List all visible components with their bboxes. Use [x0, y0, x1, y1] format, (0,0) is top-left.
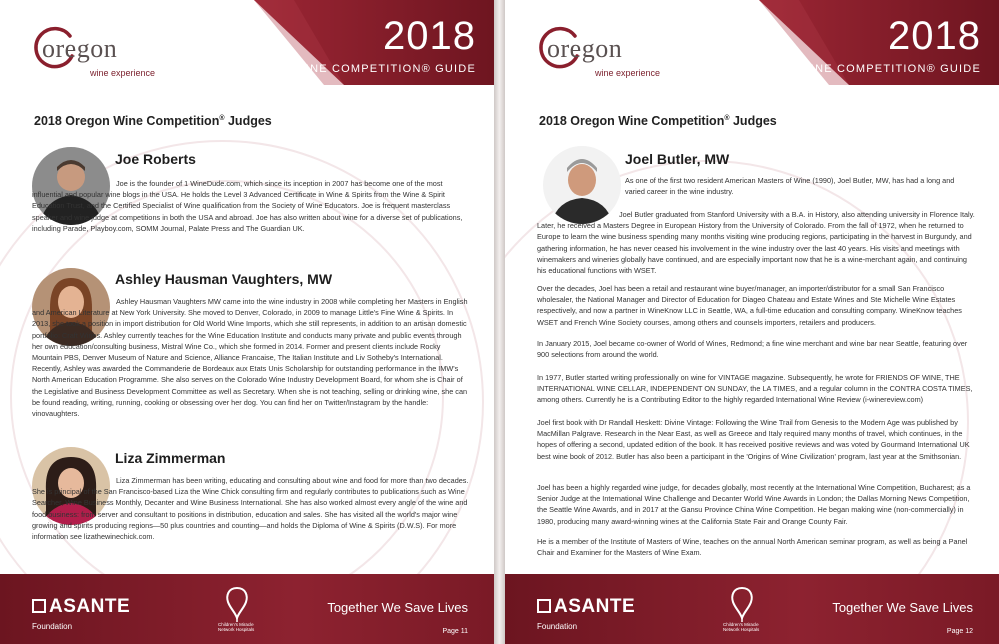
logo-subtitle: wine experience	[595, 68, 661, 78]
logo-word: oregon	[42, 34, 118, 63]
judge-bio: Liza Zimmerman has been writing, educating and consulting about wine and food for more than two decades. She is principal of the San Francisco-based Liza the Wine Chick consulting firm and regularly contributes to publications such as Wine Searcher, Wine Business Monthly, Decanter and Wine Business International. She has also worked almost every angle of the wine and food business: from server and consultant to positions in distribution, education and sales. She has visited all the world's major wine growing and spirits producing regions—50 plus countries and counting—and holds the Diploma of Wine & Spirits (D.W.S). For more information see lizathewinechick.com.	[32, 476, 469, 542]
asante-mark-icon	[32, 599, 46, 613]
page-right	[505, 0, 999, 644]
bio-paragraph: In 1977, Butler started writing professionally on wine for VINTAGE magazine. Subsequently, he wrote for FRIENDS OF WINE, THE INTERNATIONAL WINE CELLAR, INDEPENDENT ON SUNDAY, the LA TIMES, and a regular column in the CONTRA COSTA TIMES, among others. Currently he is a Contributing Editor to the highly regarded International Wine Review (i-winereview.com)	[537, 373, 973, 405]
judge-name: Ashley Hausman Vaughters, MW	[115, 271, 333, 287]
year-label: 2018	[888, 14, 981, 58]
judge-name: Joel Butler, MW	[625, 151, 730, 167]
asante-foundation-label: Foundation	[537, 622, 578, 631]
asante-foundation-label: Foundation	[32, 622, 73, 631]
page-number: Page 11	[442, 628, 468, 635]
logo-subtitle: wine experience	[90, 68, 156, 78]
section-title-suffix: Judges	[227, 114, 272, 128]
asante-wordmark: ASANTE	[554, 596, 636, 617]
oregon-wine-experience-logo	[30, 26, 170, 76]
logo-word: oregon	[547, 34, 623, 63]
header-banner	[699, 0, 999, 85]
year-label: 2018	[383, 14, 476, 58]
oregon-wine-experience-logo	[535, 26, 675, 76]
judge-name: Joe Roberts	[115, 151, 196, 167]
section-title: 2018 Oregon Wine Competition	[539, 114, 725, 128]
asante-mark-icon	[537, 599, 551, 613]
page-number: Page 12	[946, 628, 973, 635]
section-heading	[34, 114, 272, 128]
bio-paragraph: He is a member of the Institute of Masters of Wine, teaches on the annual North American seminar program, as well as being a Panel Chair and Examiner for the Masters of Wine Exam.	[537, 537, 968, 558]
page-left	[0, 0, 494, 644]
guide-title: OREGON WINE COMPETITION® GUIDE	[233, 63, 476, 75]
bio-paragraph: Joel first book with Dr Randall Heskett: Divine Vintage: Following the Wine Trail from Genesis to the Modern Age was published by MacMillan Palgrave. Research in the Near East, as well as Greece and Italy required many months of travel, which continues, in the hopes of offering a second, updated edition of the book. It has received positive reviews and was voted by Gourmand International UK best wine book of 2012. Butler has also been a participant in the 'Origins of Wine Civilization' program, last year at the Smithsonian.	[537, 418, 970, 461]
registered-mark: ®	[219, 114, 225, 122]
section-title: 2018 Oregon Wine Competition	[34, 114, 220, 128]
page-gutter	[494, 0, 505, 644]
asante-logo	[32, 596, 130, 618]
bio-paragraph: Joel has been a highly regarded wine judge, for decades globally, most recently at the International Wine Competition, Bucharest; as a Senior Judge at the International Wine Challenge and Decanter World Wine Awards in London; the Dallas Morning News Competition, the Seattle Wine Awards, and in 2017 at the Gansu Province China Wine Competition. He began making wine (non-commercially) in 1980, producing many award-winning wines at the California State Fair and Orange County Fair.	[537, 483, 971, 526]
cmn-label: Children's Miracle Network Hospitals	[218, 622, 255, 632]
asante-logo	[537, 596, 635, 618]
bio-paragraph: In January 2015, Joel became co-owner of World of Wines, Redmond; a fine wine merchant and wine bar near Seattle, featuring over 900 selections from around the world.	[537, 339, 968, 360]
asante-wordmark: ASANTE	[49, 596, 131, 617]
footer-tagline: Together We Save Lives	[832, 600, 973, 615]
guide-title: OREGON WINE COMPETITION® GUIDE	[738, 63, 981, 75]
bio-paragraph: As one of the first two resident American Masters of Wine (1990), Joel Butler, MW, has had a long and varied career in the wine industry.	[625, 176, 955, 197]
judge-bio: Joe is the founder of 1 WineDude.com, which since its inception in 2007 has become one of the most influential and popular wine blogs in the USA. He holds the Level 3 Advanced Certificate in Wine & Spirits from the Wine & Spirit Education Trust, and the Certified Specialist of Wine qualification from the Society of Wine Educators. Joe is frequent masterclass speaker and wine judge at competitions in both the USA and abroad. Joe has also written about wine for a diverse set of publications, including Parade, Playboy.com, SOMM Journal, Palate Press and The Guardian UK.	[32, 179, 463, 233]
header-banner	[194, 0, 494, 85]
footer-bar	[0, 574, 494, 644]
registered-mark: ®	[724, 114, 730, 122]
footer-bar	[505, 574, 999, 644]
section-heading	[539, 114, 777, 128]
section-title-suffix: Judges	[732, 114, 777, 128]
cmn-label: Children's Miracle Network Hospitals	[723, 622, 760, 632]
footer-tagline: Together We Save Lives	[327, 600, 468, 615]
judge-name: Liza Zimmerman	[115, 450, 226, 466]
judge-bio: Ashley Hausman Vaughters MW came into the wine industry in 2008 while completing her Masters in English and American Literature at New York University. She moved to Denver, Colorado, in 2009 to manage Little's Fine Wine & Spirits. In 2013, she took a position in import distribution for Old World Wine Imports, which she still represents, in addition to an artisan domestic portfolio: Craft Wines. Ashley currently teaches for the Wine Education Institute and conducts many private and public events through her own education/consulting business, Mistral Wine Co., which she formed in 2014. Former and present clients include Rocky Mountain PBS, Denver Museum of Nature and Science, Alliance Francaise, The Italian Institute and Liv Sotheby's International. Recently, Ashley was awarded the Commanderie de Bordeaux aux Etats Unis Scholarship for outstanding performance in the IMW's North American Education Programme. She also serves on the Colorado Wine Industry Development Board, for whom she is Chair of the Legislative and Business Development Committee as well as Secretary. When she is not teaching, selling or drinking wine, she can be found reading, writing, running, cooking or obsessing over her dog. You can find her on Twitter/Instagram by the handle: vinovaughters.	[32, 297, 468, 419]
bio-paragraph: Over the decades, Joel has been a retail and restaurant wine buyer/manager, an importer/distributor for a small San Francisco wholesaler, the National Manager and Director of Education for Diageo Chateau and Estate Wines and Ste Michelle Wine Estates respectively, and now a partner in WineKnow LLC in Seattle, WA, a full-time education and consulting company. WineKnow teaches WSET and French Wine Society courses, among others and counsels importers, retailers and producers.	[537, 284, 962, 327]
bio-paragraph: Joel Butler graduated from Stanford University with a B.A. in History, also attending university in Florence Italy. Later, he received a Masters Degree in European History from the University of Colorado. From the fall of 1972, when he returned to Europe to learn the wine business spending many months visiting wine producing regions, participating in the harvest in Burgundy, and gathering information, he has never ceased his involvement in the wine industry over the last 40 years. His visits and meetings with winemakers and wineries globally have continued, and are especially important now that he is a wine-merchant again, and continuing his educational functions with WSET.	[537, 210, 975, 276]
